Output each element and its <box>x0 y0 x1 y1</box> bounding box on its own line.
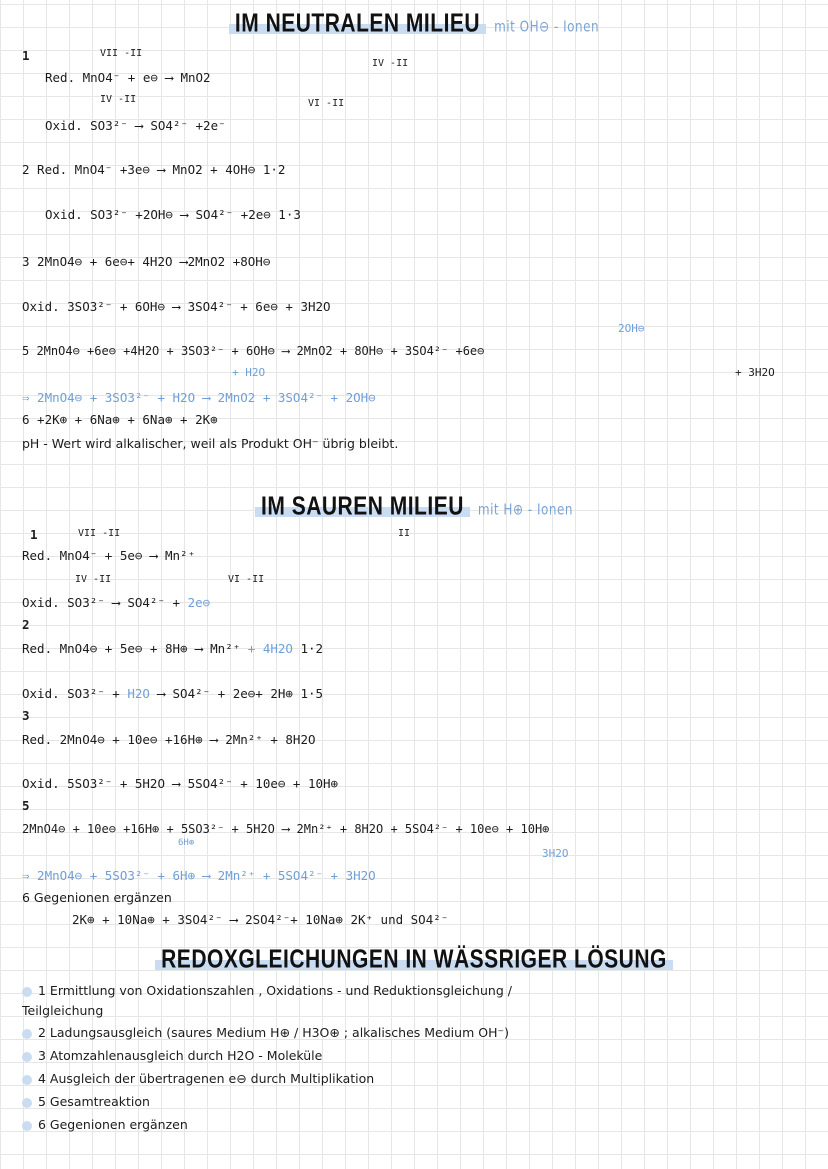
oxidation-numbers: II <box>398 528 411 539</box>
step-number: 1 <box>30 527 38 542</box>
oxidation-numbers: VI -II <box>228 574 265 585</box>
step-number: 5 <box>22 798 30 813</box>
annotation-2oh: 2OH⊖ <box>618 322 645 335</box>
acid-reduction-1: Red. MnO4⁻ + 5e⊖ ⟶ Mn²⁺ <box>22 548 196 563</box>
acid-oxidation-2 <box>22 686 323 701</box>
step-number: 2 <box>22 617 30 632</box>
acid-step-5: 2MnO4⊖ + 10e⊖ +16H⊕ + 5SO3²⁻ + 5H2O ⟶ 2Mn²⁺ + 8H2O + 5SO4²⁻ + 10e⊖ + 10H⊕ <box>22 822 550 836</box>
acid-oxidation-1 <box>22 595 210 610</box>
bullet-icon <box>22 987 32 997</box>
bullet-icon <box>22 1029 32 1039</box>
heading-neutral-title: IM NEUTRALEN MILIEU <box>229 9 486 38</box>
annotation-3h2o: + 3H2O <box>735 366 775 379</box>
heading-neutral-note: mit OH⊖ - Ionen <box>494 17 600 36</box>
neutral-oxidation-2: Oxid. SO3²⁻ +2OH⊖ ⟶ SO4²⁻ +2e⊖ 1·3 <box>45 207 301 222</box>
acid-reduction-2 <box>22 641 323 656</box>
acid-oxidation-1-main: Oxid. SO3²⁻ ⟶ SO4²⁻ + <box>22 595 181 610</box>
bullet-icon <box>22 1052 32 1062</box>
ph-statement: pH - Wert wird alkalischer, weil als Produkt OH⁻ übrig bleibt. <box>22 436 399 451</box>
summary-step-6 <box>22 1117 188 1132</box>
neutral-step-3: 3 2MnO4⊖ + 6e⊖+ 4H2O ⟶2MnO2 +8OH⊖ <box>22 254 271 269</box>
oxidation-numbers: VI -II <box>308 98 345 109</box>
heading-neutral <box>0 9 828 39</box>
acid-reduction-2-water: + 4H2O <box>240 641 293 656</box>
summary-step-2 <box>22 1025 509 1040</box>
acid-oxidation-2-water: H2O <box>127 686 150 701</box>
summary-step-3 <box>22 1048 322 1063</box>
oxidation-numbers: VII -II <box>78 528 121 539</box>
summary-step-text: 3 Atomzahlenausgleich durch H2O - Moleküle <box>38 1048 323 1063</box>
summary-step-4 <box>22 1071 374 1086</box>
summary-step-text: 2 Ladungsausgleich (saures Medium H⊕ / H3O⊕ ; alkalisches Medium OH⁻) <box>38 1025 509 1040</box>
heading-summary <box>0 945 828 975</box>
acid-step-6: 6 Gegenionen ergänzen <box>22 890 172 905</box>
acid-oxidation-2-rest: ⟶ SO4²⁻ + 2e⊖+ 2H⊕ 1·5 <box>149 686 324 701</box>
summary-step-text: 4 Ausgleich der übertragenen e⊖ durch Multiplikation <box>38 1071 375 1086</box>
neutral-reduction-2: 2 Red. MnO4⁻ +3e⊖ ⟶ MnO2 + 4OH⊖ 1·2 <box>22 162 286 177</box>
neutral-oxidation-1: Oxid. SO3²⁻ ⟶ SO4²⁻ +2e⁻ <box>45 118 226 133</box>
neutral-result: ⇒ 2MnO4⊖ + 3SO3²⁻ + H2O ⟶ 2MnO2 + 3SO4²⁻ + 2OH⊖ <box>22 390 376 405</box>
acid-counter-ions: 2K⊕ + 10Na⊕ + 3SO4²⁻ ⟶ 2SO4²⁻+ 10Na⊕ 2K⁺ und SO4²⁻ <box>72 912 449 927</box>
oxidation-numbers: IV -II <box>372 58 409 69</box>
acid-reduction-2-main: Red. MnO4⊖ + 5e⊖ + 8H⊕ ⟶ Mn²⁺ <box>22 641 241 656</box>
heading-acid-title: IM SAUREN MILIEU <box>255 492 470 521</box>
summary-step-5 <box>22 1094 150 1109</box>
annotation-3h2o-acid: 3H2O <box>542 847 569 860</box>
oxidation-numbers: IV -II <box>75 574 112 585</box>
heading-acid <box>0 492 828 522</box>
bullet-icon <box>22 1075 32 1085</box>
summary-step-text: Teilgleichung <box>22 1003 104 1018</box>
acid-result: ⇒ 2MnO4⊖ + 5SO3²⁻ + 6H⊕ ⟶ 2Mn²⁺ + 5SO4²⁻ + 3H2O <box>22 868 376 883</box>
summary-step-1 <box>22 983 512 998</box>
oxidation-numbers: VII -II <box>100 48 143 59</box>
heading-acid-note: mit H⊕ - Ionen <box>477 500 573 519</box>
neutral-reduction-1: Red. MnO4⁻ + e⊖ ⟶ MnO2 <box>45 70 211 85</box>
acid-reduction-3: Red. 2MnO4⊖ + 10e⊖ +16H⊕ ⟶ 2Mn²⁺ + 8H2O <box>22 732 316 747</box>
acid-reduction-2-factor: 1·2 <box>292 641 324 656</box>
acid-oxidation-3: Oxid. 5SO3²⁻ + 5H2O ⟶ 5SO4²⁻ + 10e⊖ + 10H⊕ <box>22 776 339 791</box>
neutral-oxidation-3: Oxid. 3SO3²⁻ + 6OH⊖ ⟶ 3SO4²⁻ + 6e⊖ + 3H2O <box>22 299 331 314</box>
neutral-step-5: 5 2MnO4⊖ +6e⊖ +4H2O + 3SO3²⁻ + 6OH⊖ ⟶ 2MnO2 + 8OH⊖ + 3SO4²⁻ +6e⊖ <box>22 344 485 358</box>
step-number: 1 <box>22 48 30 63</box>
summary-step-text: 1 Ermittlung von Oxidationszahlen , Oxidations - und Reduktionsgleichung / <box>38 983 512 998</box>
heading-summary-title: REDOXGLEICHUNGEN IN WÄSSRIGER LÖSUNG <box>155 945 673 974</box>
bullet-icon <box>22 1121 32 1131</box>
neutral-step-6: 6 +2K⊕ + 6Na⊕ + 6Na⊕ + 2K⊕ <box>22 412 218 427</box>
summary-step-1-cont <box>22 1003 103 1018</box>
summary-step-text: 6 Gegenionen ergänzen <box>38 1117 188 1132</box>
bullet-icon <box>22 1098 32 1108</box>
oxidation-numbers: IV -II <box>100 94 137 105</box>
annotation-h2o: + H2O <box>232 366 266 379</box>
step-number: 3 <box>22 708 30 723</box>
annotation-6h: 6H⊕ <box>178 838 195 848</box>
summary-step-text: 5 Gesamtreaktion <box>38 1094 150 1109</box>
acid-oxidation-2-main: Oxid. SO3²⁻ + <box>22 686 128 701</box>
acid-oxidation-1-electrons: 2e⊖ <box>180 595 211 610</box>
